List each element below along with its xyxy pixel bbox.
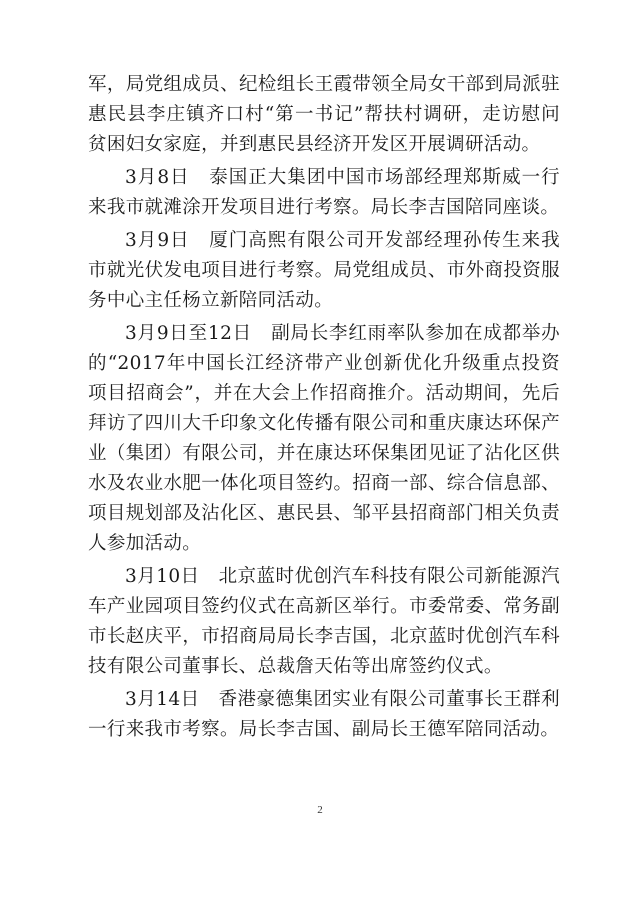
paragraph-mar-9-12 [88, 319, 560, 559]
paragraph-text: 北京蓝时优创汽车科技有限公司新能源汽车产业园项目签约仪式在高新区举行。市委常委、常务副市长赵庆平，市招商局局长李吉国，北京蓝时优创汽车科技有限公司董事长、总裁詹天佑等出席签约仪式。 [88, 566, 561, 677]
paragraph-text: 香港豪德集团实业有限公司董事长王群利一行来我市考察。局长李吉国、副局长王德军陪同活动。 [88, 689, 561, 740]
paragraph-date: 3月10日 [125, 566, 200, 587]
paragraph-date: 3月9日至12日 [125, 323, 252, 344]
paragraph-mar-9 [88, 226, 560, 316]
paragraph-mar-8 [88, 163, 560, 223]
paragraph-text: 泰国正大集团中国市场部经理郑斯威一行来我市就滩涂开发项目进行考察。局长李吉国陪同座谈。 [88, 167, 560, 218]
paragraph-text: 厦门高煕有限公司开发部经理孙传生来我市就光伏发电项目进行考察。局党组成员、市外商投资服务中心主任杨立新陪同活动。 [88, 230, 560, 311]
paragraph-continued [88, 70, 560, 160]
paragraph-date: 3月14日 [125, 689, 200, 710]
paragraph-date: 3月9日 [125, 230, 190, 251]
page-number: 2 [317, 804, 323, 816]
paragraph-mar-10 [88, 562, 560, 682]
paragraph-text: 军，局党组成员、纪检组长王霞带领全局女干部到局派驻惠民县李庄镇齐口村“第一书记”帮扶村调研，走访慰问贫困妇女家庭，并到惠民县经济开发区开展调研活动。 [88, 74, 560, 155]
paragraph-date: 3月8日 [125, 167, 190, 188]
document-body [88, 70, 560, 748]
paragraph-mar-14 [88, 685, 560, 745]
paragraph-text: 副局长李红雨率队参加在成都举办的“2017年中国长江经济带产业创新优化升级重点投资项目招商会”，并在大会上作招商推介。活动期间，先后拜访了四川大千印象文化传播有限公司和重庆康达环保产业（集团）有限公司，并在康达环保集团见证了沾化区供水及农业水肥一体化项目签约。招商一部、综合信息部、项目规划部及沾化区、惠民县、邹平县招商部门相关负责人参加活动。 [88, 323, 560, 554]
